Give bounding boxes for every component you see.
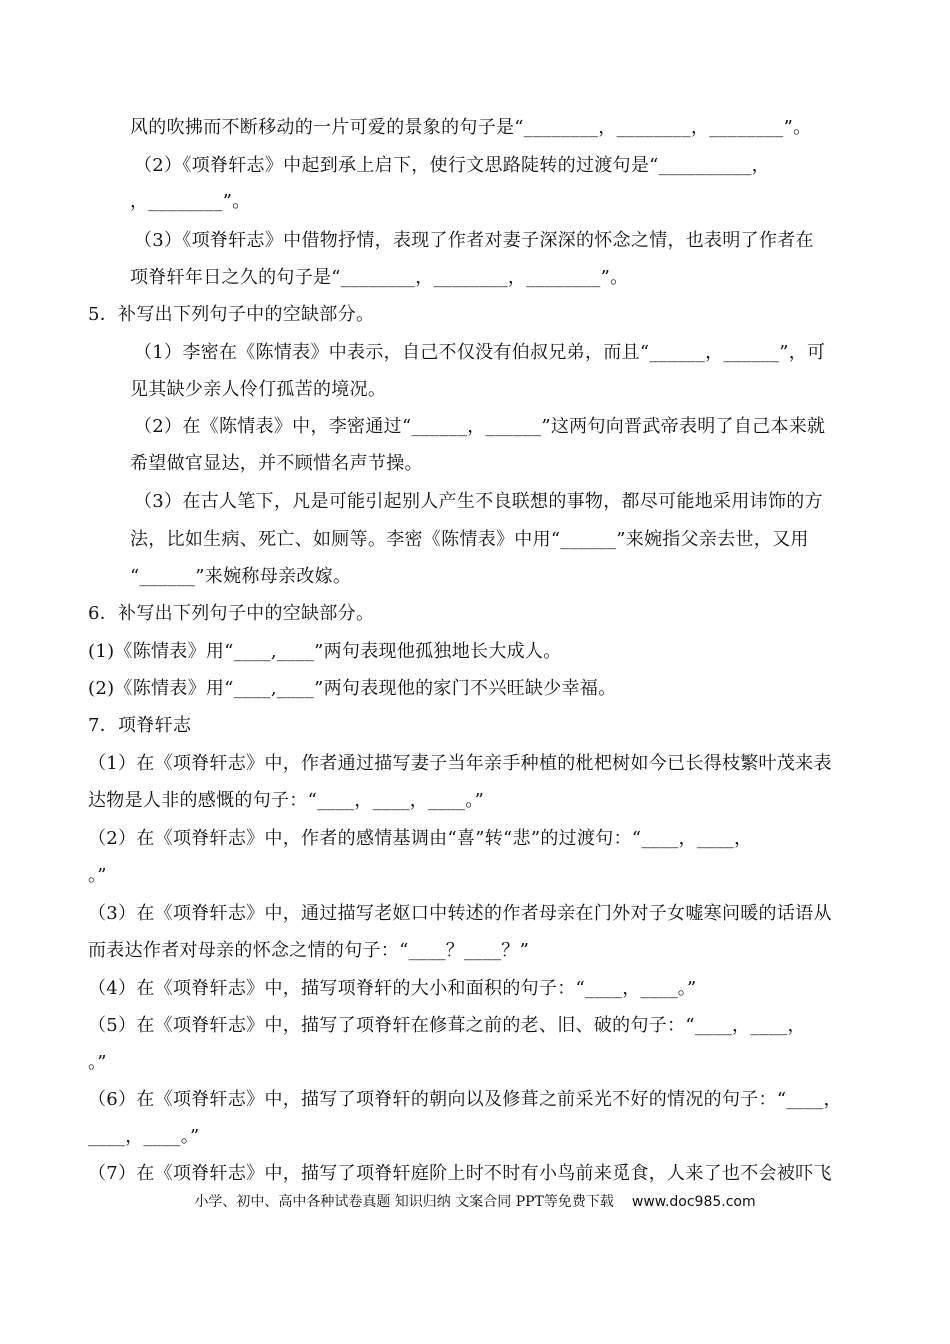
text-line: 法，比如生病、死亡、如厕等。李密《陈情表》中用“______”来婉指父亲去世，又用 <box>130 529 809 550</box>
text-line: （2）《项脊轩志》中起到承上启下，使行文思路陡转的过渡句是“__________， <box>134 155 770 176</box>
text-line: （1）李密在《陈情表》中表示，自己不仅没有伯叔兄弟，而且“______，______”，可 <box>134 342 826 363</box>
question-heading: 6．补写出下列句子中的空缺部分。 <box>88 603 375 624</box>
text-line: 达物是人非的感慨的句子：“____，____，____。” <box>88 790 485 811</box>
text-line: 见其缺少亲人伶仃孤苦的境况。 <box>130 379 387 400</box>
text-line: ____，____。” <box>88 1126 200 1147</box>
text-line: (2)《陈情表》用“____,____”两句表现他的家门不兴旺缺少幸福。 <box>88 678 617 699</box>
question-heading: 7．项脊轩志 <box>88 715 192 736</box>
text-line: (1)《陈情表》用“____,____”两句表现他孤独地长大成人。 <box>88 641 562 662</box>
text-line: （3）在《项脊轩志》中，通过描写老妪口中转述的作者母亲在门外对子女嘘寒问暖的话语从 <box>88 903 832 924</box>
text-line: 。” <box>88 865 107 886</box>
text-line: 项脊轩年日之久的句子是“________，________，________”。 <box>130 267 629 288</box>
text-line: （7）在《项脊轩志》中，描写了项脊轩庭阶上时不时有小鸟前来觅食，人来了也不会被吓飞 <box>88 1163 832 1184</box>
text-line: （2）在《项脊轩志》中，作者的感情基调由“喜”转“悲”的过渡句：“____，____， <box>88 828 753 849</box>
text-line: （3）《项脊轩志》中借物抒情，表现了作者对妻子深深的怀念之情，也表明了作者在 <box>134 230 814 251</box>
text-line: 而表达作者对母亲的怀念之情的句子：“____？____？” <box>88 940 530 961</box>
text-line: ，________”。 <box>130 191 251 212</box>
text-line: （4）在《项脊轩志》中，描写项脊轩的大小和面积的句子：“____，____。” <box>88 978 697 999</box>
footer-text: 小学、初中、高中各种试卷真题 知识归纳 文案合同 PPT等免费下载 <box>194 1194 614 1210</box>
page-footer <box>0 1193 950 1211</box>
question-heading: 5．补写出下列句子中的空缺部分。 <box>88 304 375 325</box>
text-line: （6）在《项脊轩志》中，描写了项脊轩的朝向以及修葺之前采光不好的情况的句子：“____， <box>88 1089 842 1110</box>
text-line: 。” <box>88 1052 107 1073</box>
text-line: （3）在古人笔下，凡是可能引起别人产生不良联想的事物，都尽可能地采用讳饰的方 <box>134 491 823 512</box>
text-line: （1）在《项脊轩志》中，作者通过描写妻子当年亲手种植的枇杷树如今已长得枝繁叶茂来表 <box>88 753 832 774</box>
text-line: （5）在《项脊轩志》中，描写了项脊轩在修葺之前的老、旧、破的句子：“____，____， <box>88 1015 806 1036</box>
footer-url[interactable]: www.doc985.com <box>631 1194 756 1210</box>
text-line: 希望做官显达，并不顾惜名声节操。 <box>130 453 423 474</box>
text-line: 风的吹拂而不断移动的一片可爱的景象的句子是“________，________，________”。 <box>130 117 812 138</box>
text-line: （2）在《陈情表》中，李密通过“______，______”这两句向晋武帝表明了自己本来就 <box>134 416 826 437</box>
text-line: “______”来婉称母亲改嫁。 <box>130 566 352 587</box>
